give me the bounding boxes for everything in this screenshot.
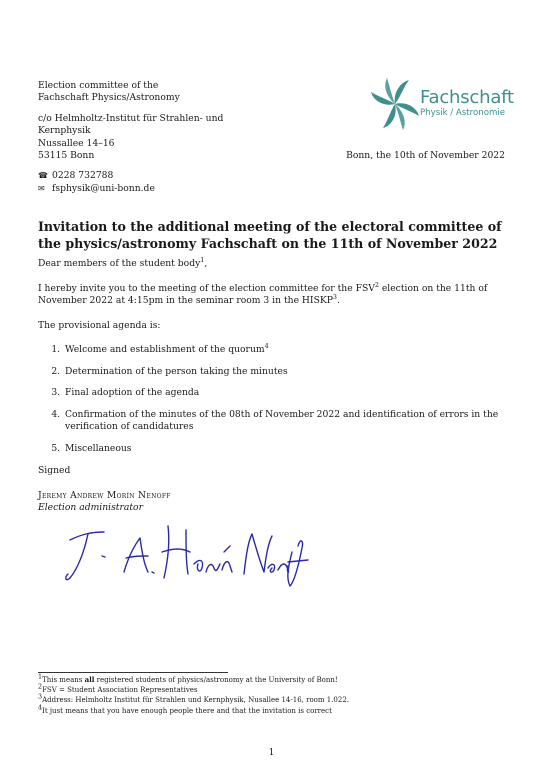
greeting: Dear members of the student body$^1$, bbox=[38, 255, 208, 269]
footnote-rule bbox=[38, 672, 228, 673]
email-address: fsphysik@uni-bonn.de bbox=[52, 182, 155, 194]
signer-role: Election administrator bbox=[38, 502, 143, 513]
address-line-4: 53115 Bonn bbox=[38, 150, 95, 162]
phone-number: 0228 732788 bbox=[52, 170, 114, 182]
footnote-3: $^3$Address: Helmholtz Institut für Strahlen und Kernphysik, Nusallee 14-16, room 1.022. bbox=[38, 693, 350, 705]
agenda-item: 1. Welcome and establishment of the quorum$^4$ bbox=[63, 344, 508, 357]
logo-subtitle: Physik / Astronomie bbox=[420, 108, 505, 118]
envelope-icon: ✉ bbox=[38, 183, 45, 193]
logo-title: Fachschaft bbox=[420, 87, 514, 108]
agenda-list bbox=[38, 341, 508, 455]
agenda-item: 4. Confirmation of the minutes of the 08th of November 2022 and identification of errors in the verification of candidatures bbox=[63, 409, 508, 434]
sender-line-2: Fachschaft Physics/Astronomy bbox=[38, 92, 180, 104]
agenda-item: 5. Miscellaneous bbox=[63, 443, 508, 456]
footnote-2: $^2$FSV = Student Association Representatives bbox=[38, 682, 198, 695]
intro-paragraph: I hereby invite you to the meeting of the election committee for the FSV$^2$ election on the 11th of November 2022 at 4:15pm in the seminar room 3 in the HISKP$^3$. bbox=[38, 280, 488, 306]
footnote-1: $^1$This means all registered students of physics/astronomy at the University of Bonn! bbox=[38, 672, 338, 684]
sender-line-1: Election committee of the bbox=[38, 80, 159, 91]
signature-block bbox=[38, 490, 508, 515]
address-line-1: c/o Helmholtz-Institut für Strahlen- und bbox=[38, 112, 224, 124]
telephone-icon: ☎ bbox=[38, 171, 48, 181]
address-line-3: Nussallee 14–16 bbox=[38, 137, 115, 149]
letter-body bbox=[38, 255, 508, 515]
handwritten-signature-icon bbox=[62, 512, 312, 592]
logo-wordmark bbox=[420, 88, 514, 118]
footnotes bbox=[38, 672, 508, 716]
footnote-4: $^4$It just means that you have enough people there and that the invitation is correct bbox=[38, 703, 332, 715]
agenda-item: 3. Final adoption of the agenda bbox=[63, 387, 508, 400]
email-line bbox=[38, 183, 238, 195]
letter-title: Invitation to the additional meeting of the electoral committee of the physics/astronomy Fachschaft on the 11th of November 2022 bbox=[38, 219, 502, 251]
phone-line bbox=[38, 170, 238, 182]
dateline: Bonn, the 10th of November 2022 bbox=[346, 150, 505, 161]
sender-block bbox=[38, 80, 238, 195]
address-line-2: Kernphysik bbox=[38, 125, 91, 137]
agenda-intro: The provisional agenda is: bbox=[38, 319, 161, 331]
signer-name: Jeremy Andrew Morín Nenoff bbox=[38, 489, 171, 501]
page-number: 1 bbox=[268, 748, 275, 758]
signed-label: Signed bbox=[38, 465, 71, 476]
agenda-item: 2. Determination of the person taking the minutes bbox=[63, 366, 508, 379]
